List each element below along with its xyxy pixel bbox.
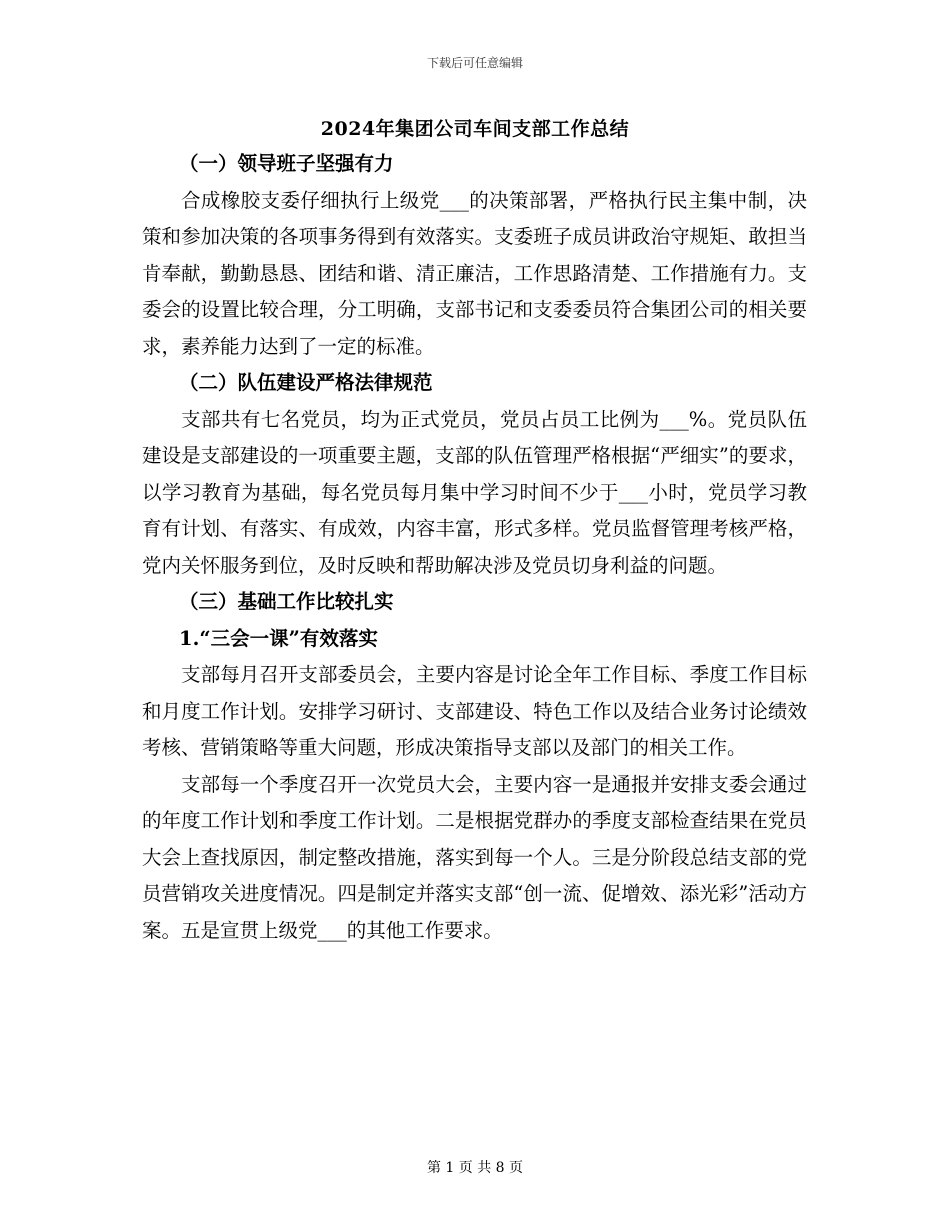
section-heading-team-building: （二）队伍建设严格法律规范 — [179, 371, 433, 394]
page-number: 第 1 页 共 8 页 — [426, 1160, 524, 1176]
page-header: 下载后可任意编辑 — [426, 56, 523, 70]
subsection-heading-three-meetings: 1.“三会一课”有效落实 — [179, 626, 378, 650]
section-heading-leadership: （一）领导班子坚强有力 — [179, 152, 394, 175]
paragraph-member-assembly: 支部每一个季度召开一次党员大会，主要内容一是通报并安排支委会通过的年度工作计划和季度工作计划。二是根据党群办的季度支部检查结果在党员大会上查找原因，制定整改措施，落实到每一个人。三是分阶段总结支部的党员营销攻关进度情况。四是制定并落实支部“创一流、促增效、添光彩”活动方案。五是宣贯上级党___的其他工作要求。 — [142, 772, 807, 942]
paragraph-committee-meetings: 支部每月召开支部委员会，主要内容是讨论全年工作目标、季度工作目标和月度工作计划。安排学习研讨、支部建设、特色工作以及结合业务讨论绩效考核、营销策略等重大问题，形成决策指导支部以及部门的相关工作。 — [142, 663, 807, 759]
paragraph-team-building: 支部共有七名党员，均为正式党员，党员占员工比例为___%。党员队伍建设是支部建设的一项重要主题，支部的队伍管理严格根据“严细实”的要求，以学习教育为基础，每名党员每月集中学习时间不少于___小时，党员学习教育有计划、有落实、有成效，内容丰富，形式多样。党员监督管理考核严格，党内关怀服务到位，及时反映和帮助解决涉及党员切身利益的问题。 — [142, 407, 807, 577]
document-body — [142, 146, 807, 949]
paragraph-leadership: 合成橡胶支委仔细执行上级党___的决策部署，严格执行民主集中制，决策和参加决策的各项事务得到有效落实。支委班子成员讲政治守规矩、敢担当肯奉献，勤勤恳恳、团结和谐、清正廉洁，工作思路清楚、工作措施有力。支委会的设置比较合理，分工明确，支部书记和支委委员符合集团公司的相关要求，素养能力达到了一定的标准。 — [142, 188, 807, 358]
document-title: 2024年集团公司车间支部工作总结 — [320, 118, 630, 140]
section-heading-foundation-work: （三）基础工作比较扎实 — [179, 590, 394, 613]
